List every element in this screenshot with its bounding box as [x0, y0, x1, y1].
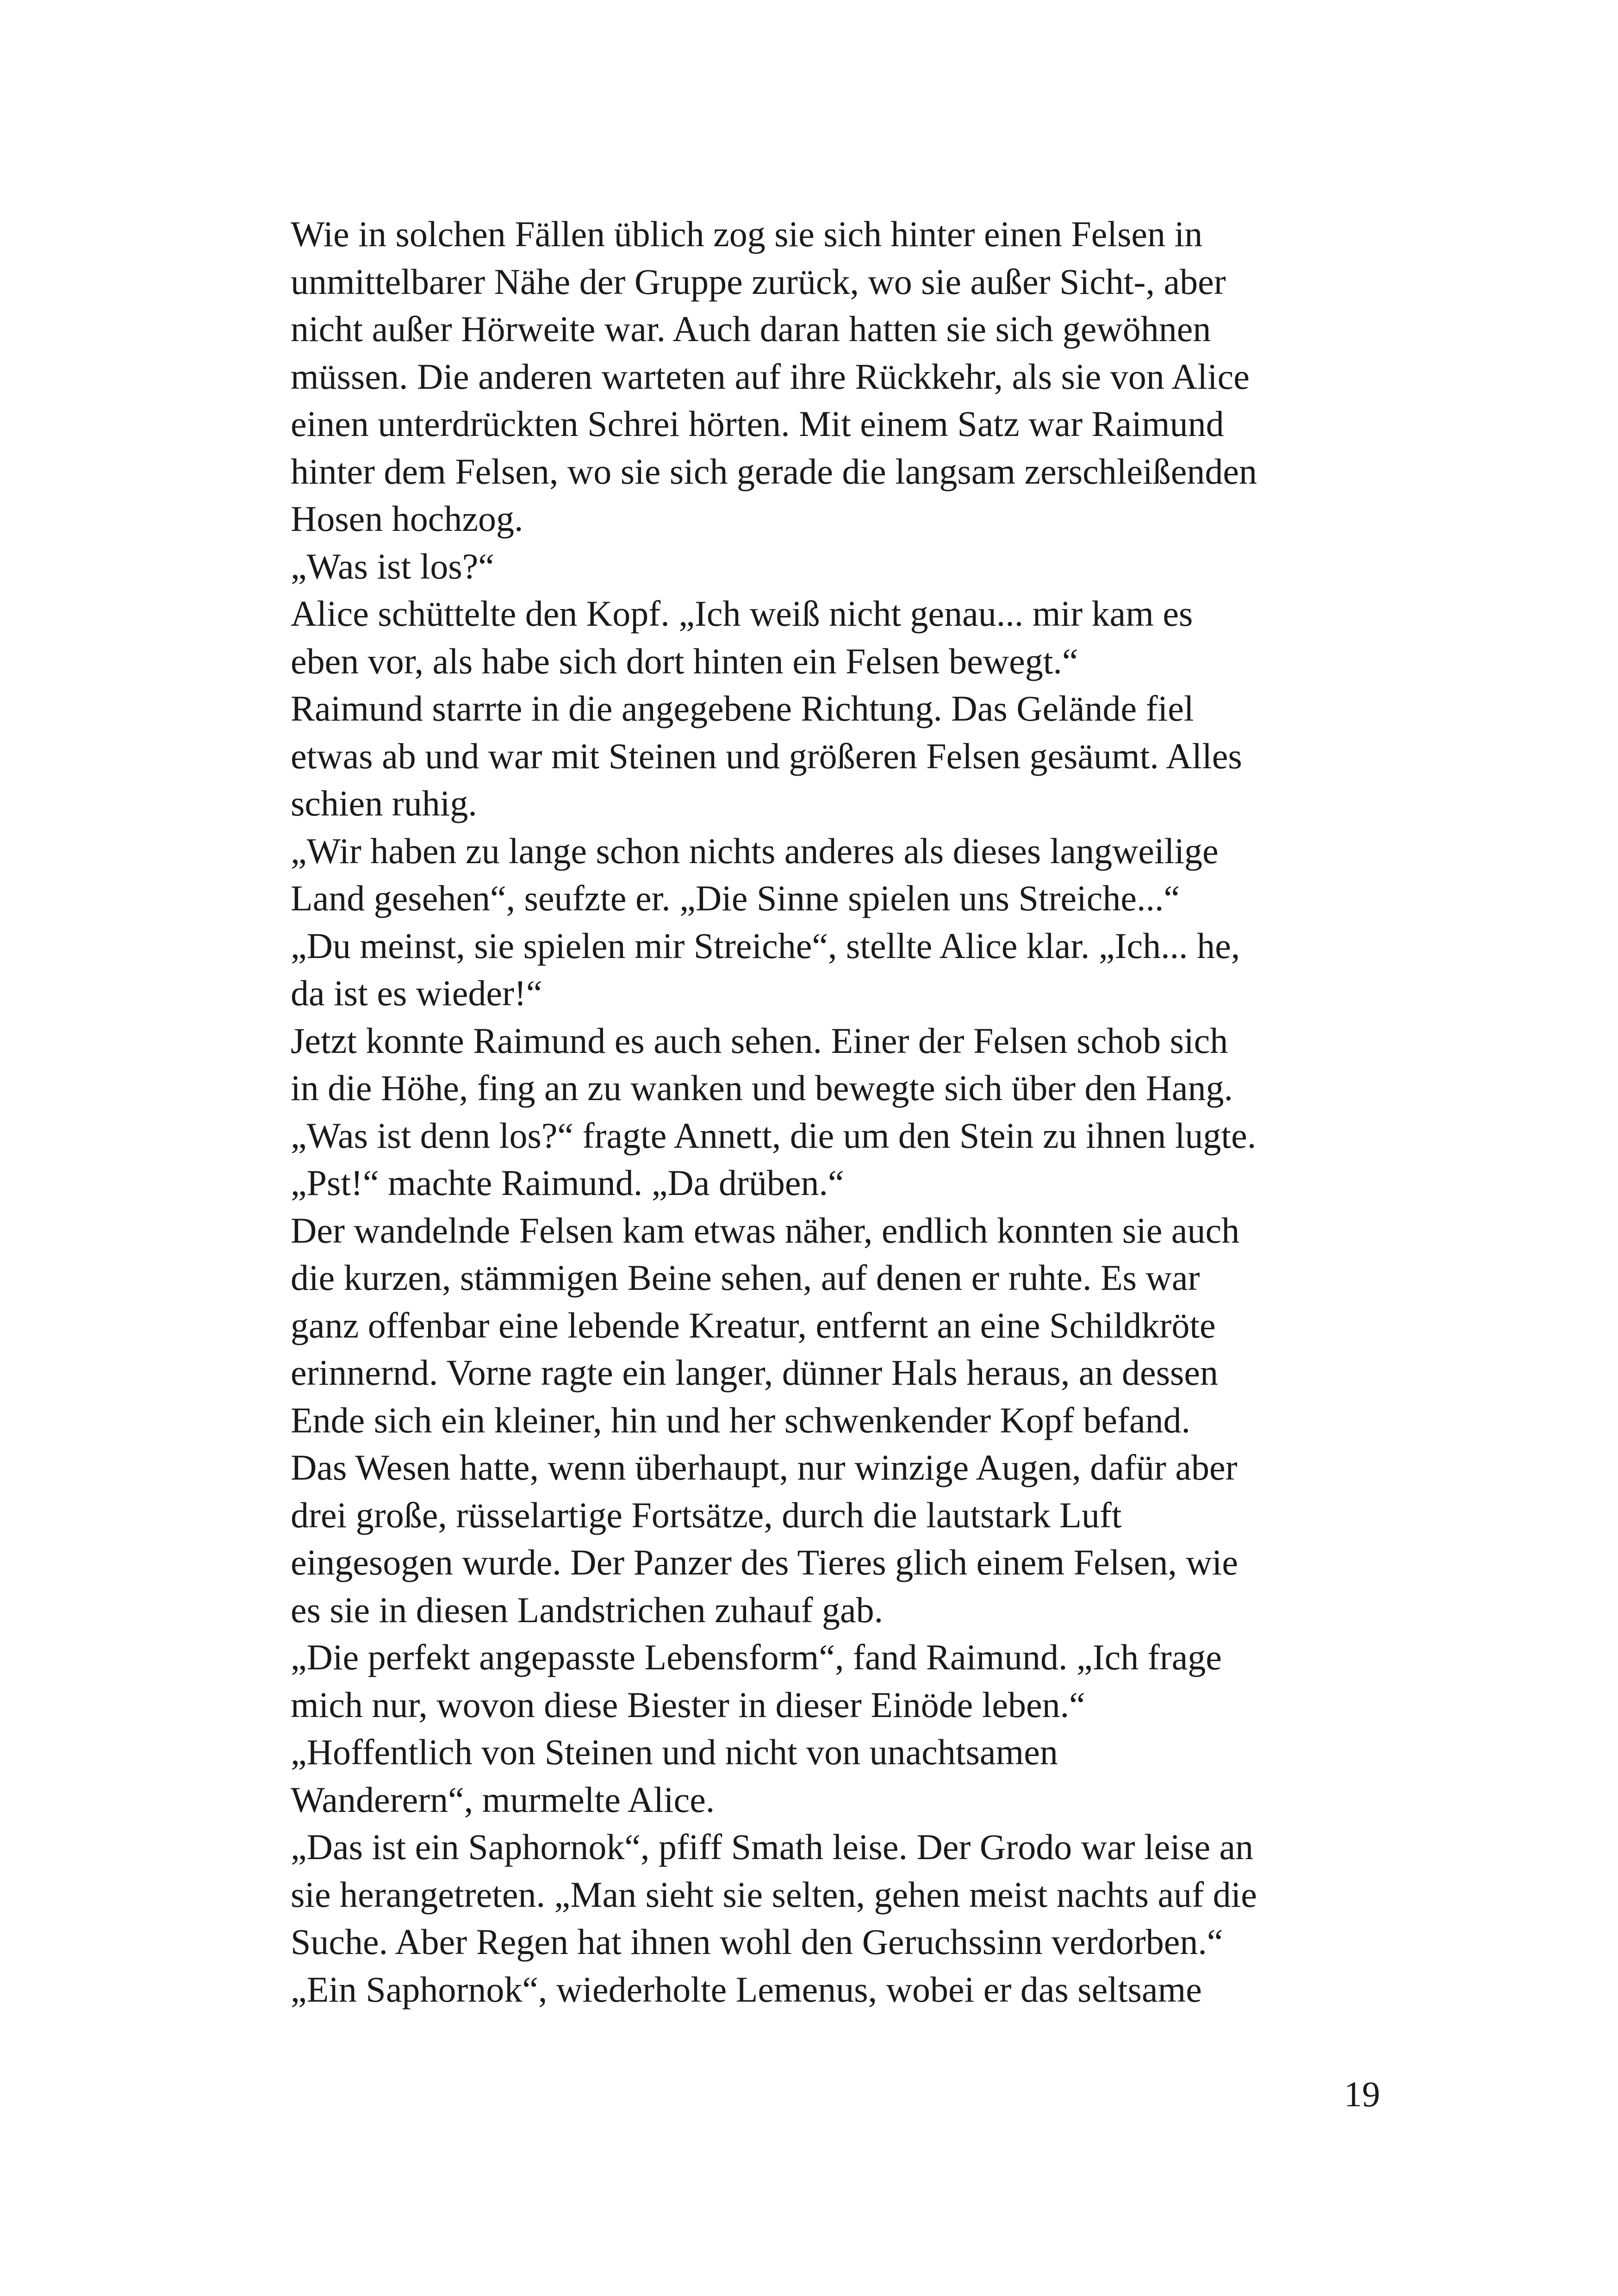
text-line: unmittelbarer Nähe der Gruppe zurück, wo sie außer Sicht-, aber: [291, 261, 1226, 302]
text-line: einen unterdrückten Schrei hörten. Mit einem Satz war Raimund: [291, 404, 1224, 444]
text-line: „Was ist los?“: [291, 546, 494, 586]
text-line: Alice schüttelte den Kopf. „Ich weiß nicht genau... mir kam es: [291, 593, 1193, 634]
text-line: erinnernd. Vorne ragte ein langer, dünner Hals heraus, an dessen: [291, 1352, 1218, 1393]
text-line: müssen. Die anderen warteten auf ihre Rückkehr, als sie von Alice: [291, 356, 1250, 397]
text-line: hinter dem Felsen, wo sie sich gerade die langsam zerschleißenden: [291, 451, 1257, 492]
text-line: Suche. Aber Regen hat ihnen wohl den Geruchssinn verdorben.“: [291, 1922, 1223, 1962]
text-line: nicht außer Hörweite war. Auch daran hatten sie sich gewöhnen: [291, 309, 1211, 349]
text-line: „Hoffentlich von Steinen und nicht von unachtsamen: [291, 1732, 1058, 1772]
body-text: [291, 211, 1415, 2013]
text-line: in die Höhe, fing an zu wanken und bewegte sich über den Hang.: [291, 1068, 1233, 1108]
text-line: eingesogen wurde. Der Panzer des Tieres glich einem Felsen, wie: [291, 1542, 1238, 1582]
text-line: „Die perfekt angepasste Lebensform“, fand Raimund. „Ich frage: [291, 1637, 1222, 1677]
text-line: Ende sich ein kleiner, hin und her schwenkender Kopf befand.: [291, 1400, 1191, 1440]
text-line: Raimund starrte in die angegebene Richtung. Das Gelände fiel: [291, 688, 1194, 728]
text-line: ganz offenbar eine lebende Kreatur, entfernt an eine Schildkröte: [291, 1305, 1216, 1345]
text-line: Der wandelnde Felsen kam etwas näher, endlich konnten sie auch: [291, 1210, 1240, 1251]
text-line: mich nur, wovon diese Biester in dieser Einöde leben.“: [291, 1684, 1085, 1725]
text-line: es sie in diesen Landstrichen zuhauf gab.: [291, 1589, 884, 1630]
page-number: 19: [1344, 2074, 1380, 2114]
text-line: „Pst!“ machte Raimund. „Da drüben.“: [291, 1163, 844, 1203]
text-line: Hosen hochzog.: [291, 498, 523, 539]
text-line: Das Wesen hatte, wenn überhaupt, nur winzige Augen, dafür aber: [291, 1447, 1238, 1487]
text-line: die kurzen, stämmigen Beine sehen, auf denen er ruhte. Es war: [291, 1257, 1200, 1298]
text-line: „Was ist denn los?“ fragte Annett, die um den Stein zu ihnen lugte.: [291, 1115, 1257, 1156]
text-line: „Ein Saphornok“, wiederholte Lemenus, wobei er das seltsame: [291, 1969, 1202, 2010]
text-line: Wanderern“, murmelte Alice.: [291, 1779, 715, 1820]
text-line: sie herangetreten. „Man sieht sie selten, gehen meist nachts auf die: [291, 1874, 1257, 1915]
text-line: eben vor, als habe sich dort hinten ein Felsen bewegt.“: [291, 641, 1078, 681]
text-line: „Du meinst, sie spielen mir Streiche“, stellte Alice klar. „Ich... he,: [291, 925, 1240, 966]
text-line: „Wir haben zu lange schon nichts anderes als dieses langweilige: [291, 830, 1219, 871]
text-line: Wie in solchen Fällen üblich zog sie sich hinter einen Felsen in: [291, 214, 1203, 254]
text-line: da ist es wieder!“: [291, 973, 542, 1013]
text-line: drei große, rüsselartige Fortsätze, durch die lautstark Luft: [291, 1494, 1122, 1535]
text-line: Land gesehen“, seufzte er. „Die Sinne spielen uns Streiche...“: [291, 878, 1180, 918]
text-line: „Das ist ein Saphornok“, pfiff Smath leise. Der Grodo war leise an: [291, 1827, 1254, 1867]
text-line: Jetzt konnte Raimund es auch sehen. Einer der Felsen schob sich: [291, 1020, 1228, 1061]
text-line: etwas ab und war mit Steinen und größeren Felsen gesäumt. Alles: [291, 735, 1242, 776]
text-line: schien ruhig.: [291, 783, 477, 823]
